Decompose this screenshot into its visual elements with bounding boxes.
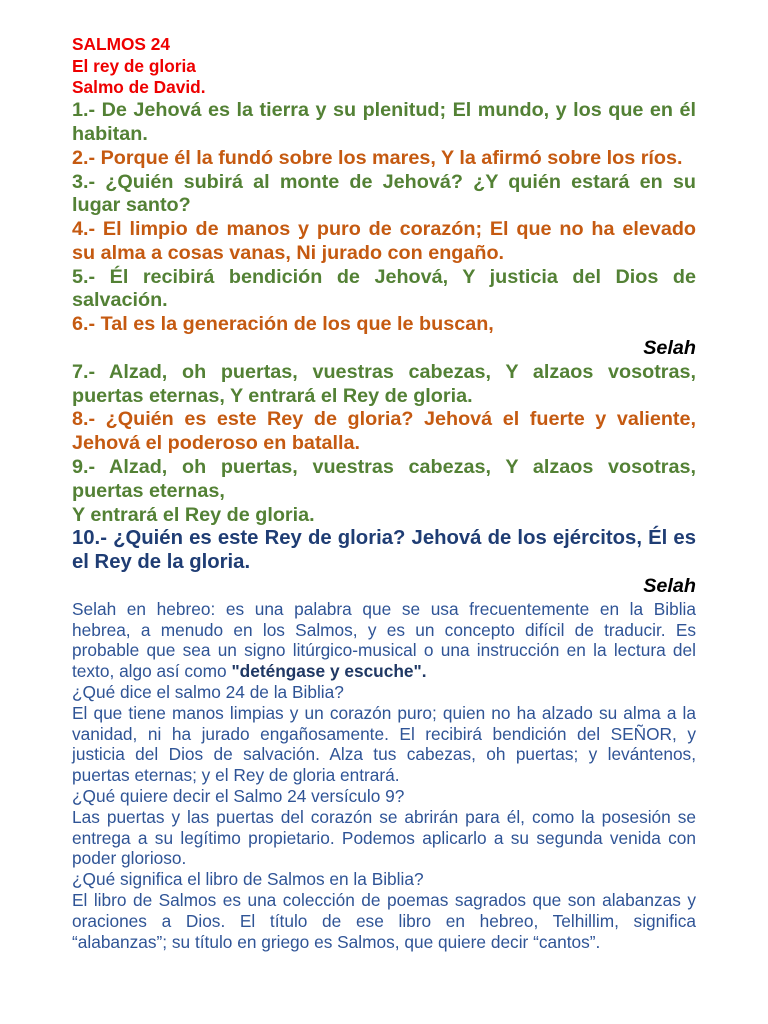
answer-line: oraciones a Dios. El título de ese libro en hebreo, Telhillim, significa <box>72 910 696 931</box>
explanation-line: hebrea, a menudo en los Salmos, y es un concepto difícil de traducir. Es <box>72 619 696 640</box>
answer-line: puertas eternas; y el Rey de gloria entrará. <box>72 765 400 786</box>
answer-line: Las puertas y las puertas del corazón se abrirán para él, como la posesión se <box>72 806 696 827</box>
selah-marker: Selah <box>643 337 696 360</box>
verse-6 <box>72 313 696 337</box>
verse-line: 1.- De Jehová es la tierra y su plenitud; El mundo, y los que en él <box>72 99 696 122</box>
explanation-line: probable que sea un signo litúrgico-musical o una instrucción en la lectura del <box>72 640 696 661</box>
verse-line: Jehová el poderoso en batalla. <box>72 432 361 455</box>
verse-9 <box>72 456 696 527</box>
question-heading: ¿Qué significa el libro de Salmos en la Biblia? <box>72 869 424 890</box>
verse-line: salvación. <box>72 289 168 312</box>
answer-paragraph <box>72 807 696 869</box>
verse-line: 5.- Él recibirá bendición de Jehová, Y justicia del Dios de <box>72 265 696 288</box>
answer-line: “alabanzas”; su título en griego es Salmos, que quiere decir “cantos”. <box>72 931 601 952</box>
verse-line: 4.- El limpio de manos y puro de corazón; El que no ha elevado <box>72 218 696 241</box>
psalm-header <box>72 34 696 99</box>
verse-7 <box>72 361 696 409</box>
verse-10 <box>72 527 696 575</box>
psalm-subtitle: El rey de gloria <box>72 55 196 76</box>
selah-marker: Selah <box>643 575 696 598</box>
verse-2 <box>72 147 696 171</box>
answer-line: poder glorioso. <box>72 848 187 869</box>
answer-paragraph <box>72 703 696 786</box>
verse-line: 3.- ¿Quién subirá al monte de Jehová? ¿Y quién estará en su <box>72 170 696 193</box>
answer-line: justicia del Dios de salvación. Alza tus cabezas, oh puertas; y levántenos, <box>72 744 696 765</box>
answer-line: vanidad, ni ha jurado engañosamente. El recibirá bendición del SEÑOR, y <box>72 723 696 744</box>
verse-line: 6.- Tal es la generación de los que le buscan, <box>72 313 494 336</box>
notes-section <box>72 599 696 953</box>
explanation-line: Selah en hebreo: es una palabra que se usa frecuentemente en la Biblia <box>72 598 696 619</box>
verse-4 <box>72 218 696 266</box>
verse-line: 7.- Alzad, oh puertas, vuestras cabezas, Y alzaos vosotras, <box>72 360 696 383</box>
verse-3 <box>72 171 696 219</box>
document-body <box>72 34 696 952</box>
question-heading: ¿Qué dice el salmo 24 de la Biblia? <box>72 682 344 703</box>
verse-line: puertas eternas, <box>72 479 225 502</box>
verse-1 <box>72 99 696 147</box>
answer-line: El que tiene manos limpias y un corazón puro; quien no ha alzado su alma a la <box>72 702 696 723</box>
answer-line: El libro de Salmos es una colección de poemas sagrados que son alabanzas y <box>72 890 696 910</box>
psalm-title: SALMOS 24 <box>72 34 170 54</box>
verse-line: el Rey de la gloria. <box>72 551 251 574</box>
selah-explanation <box>72 599 696 682</box>
verse-8 <box>72 408 696 456</box>
verse-line: 8.- ¿Quién es este Rey de gloria? Jehová el fuerte y valiente, <box>72 408 696 431</box>
answer-paragraph <box>72 890 696 952</box>
verses-section <box>72 99 696 599</box>
verse-line: puertas eternas, Y entrará el Rey de gloria. <box>72 384 473 407</box>
verse-line: 2.- Porque él la fundó sobre los mares, Y la afirmó sobre los ríos. <box>72 146 683 169</box>
verse-5 <box>72 266 696 314</box>
verse-line: 10.- ¿Quién es este Rey de gloria? Jehová de los ejércitos, Él es <box>72 527 696 550</box>
verse-line: su alma a cosas vanas, Ni jurado con engaño. <box>72 241 505 264</box>
question-heading: ¿Qué quiere decir el Salmo 24 versículo 9? <box>72 786 405 807</box>
verse-line: Y entrará el Rey de gloria. <box>72 503 315 526</box>
emphasis-text: "deténgase y escuche". <box>231 661 427 682</box>
verse-line: 9.- Alzad, oh puertas, vuestras cabezas, Y alzaos vosotras, <box>72 456 696 479</box>
psalm-attribution: Salmo de David. <box>72 77 206 98</box>
verse-line: habitan. <box>72 122 148 145</box>
verse-line: lugar santo? <box>72 194 191 217</box>
explanation-text: texto, algo así como <box>72 661 232 682</box>
answer-line: entrega a su legítimo propietario. Podemos aplicarlo a su segunda venida con <box>72 827 696 848</box>
explanation-line <box>72 661 696 682</box>
